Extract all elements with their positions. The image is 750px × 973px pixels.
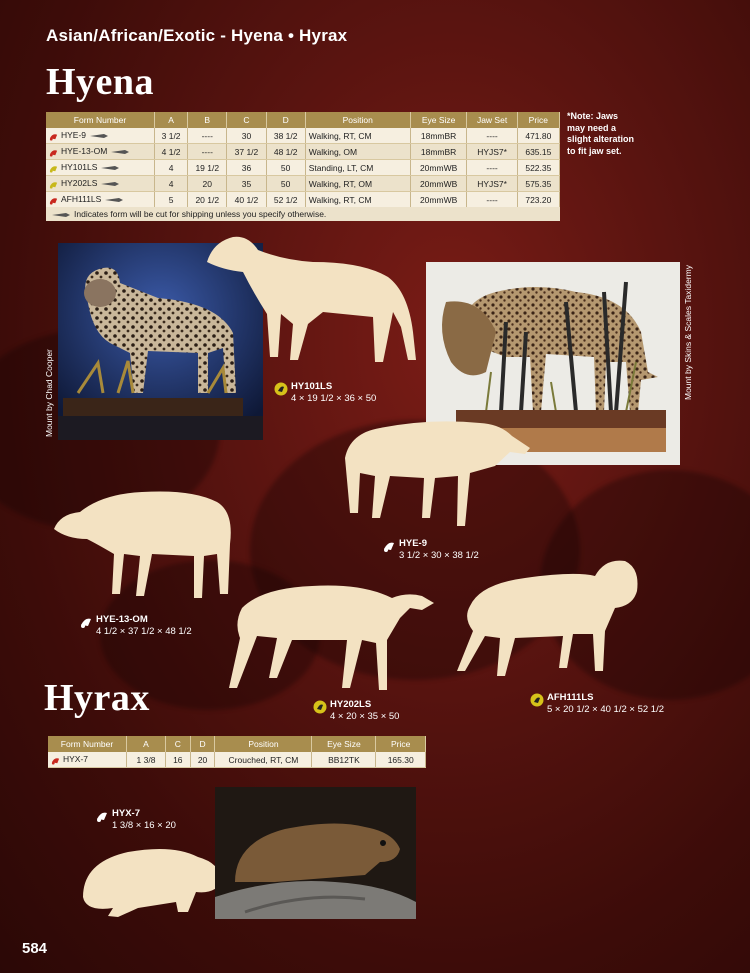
yellow-artist-icon bbox=[313, 700, 327, 714]
hyrax-spec-table bbox=[48, 736, 426, 768]
cell-d: 50 bbox=[266, 160, 305, 176]
table-row bbox=[48, 752, 426, 768]
form-code: HY101LS bbox=[291, 381, 333, 392]
form-code: HYX-7 bbox=[112, 808, 140, 819]
form-label-hye-9 bbox=[399, 538, 479, 562]
hyrax-mount-photo bbox=[215, 787, 416, 919]
col-header: D bbox=[190, 736, 215, 752]
table-header-row bbox=[46, 112, 560, 128]
col-header: Position bbox=[305, 112, 410, 128]
cell-price: 575.35 bbox=[517, 176, 559, 192]
form-code: HYE-9 bbox=[399, 538, 427, 549]
cell-price: 723.20 bbox=[517, 192, 559, 208]
table-row bbox=[46, 160, 560, 176]
col-header: C bbox=[165, 736, 190, 752]
col-header: Form Number bbox=[48, 736, 127, 752]
cell-text: HY101LS bbox=[61, 162, 98, 173]
table-row bbox=[46, 144, 560, 160]
form-number-cell bbox=[46, 176, 155, 192]
col-header: B bbox=[188, 112, 227, 128]
cell-d: 52 1/2 bbox=[266, 192, 305, 208]
cell-text: HY202LS bbox=[61, 178, 98, 189]
cell-eye: 18mmBR bbox=[410, 144, 467, 160]
hyrax-title: Hyrax bbox=[44, 677, 150, 719]
cell-position: Standing, LT, CM bbox=[305, 160, 410, 176]
cell-price: 522.35 bbox=[517, 160, 559, 176]
jaw-note: *Note: Jaws may need a slight alteration to fit jaw set. bbox=[567, 111, 635, 156]
cell-eye: 20mmWB bbox=[410, 176, 467, 192]
form-label-hye-13-om bbox=[96, 614, 192, 638]
cell-jaw: ---- bbox=[467, 160, 517, 176]
credit-skins-scales: Mount by Skins & Scales Taxidermy bbox=[683, 265, 693, 400]
table-footnote bbox=[46, 207, 560, 221]
form-dims: 3 1/2 × 30 × 38 1/2 bbox=[399, 550, 479, 561]
cell-position: Walking, RT, CM bbox=[305, 128, 410, 144]
cell-a: 1 3/8 bbox=[127, 752, 166, 768]
cell-c: 36 bbox=[227, 160, 266, 176]
cell-text: HYX-7 bbox=[63, 754, 89, 765]
cell-position: Walking, RT, OM bbox=[305, 176, 410, 192]
col-header: Eye Size bbox=[410, 112, 467, 128]
cell-a: 3 1/2 bbox=[155, 128, 188, 144]
hyena-form-hy101ls bbox=[203, 232, 423, 372]
form-dims: 5 × 20 1/2 × 40 1/2 × 52 1/2 bbox=[547, 704, 665, 715]
artist-icon bbox=[382, 539, 396, 553]
form-dims: 4 × 19 1/2 × 36 × 50 bbox=[291, 393, 377, 404]
form-dims: 4 1/2 × 37 1/2 × 48 1/2 bbox=[96, 626, 192, 637]
cell-a: 4 1/2 bbox=[155, 144, 188, 160]
hyena-title: Hyena bbox=[46, 61, 155, 103]
cell-jaw: ---- bbox=[467, 128, 517, 144]
form-dims: 1 3/8 × 16 × 20 bbox=[112, 820, 176, 831]
form-number-cell bbox=[46, 192, 155, 208]
cell-c: 40 1/2 bbox=[227, 192, 266, 208]
cell-c: 35 bbox=[227, 176, 266, 192]
form-label-hy101ls bbox=[291, 381, 376, 405]
cell-text: HYE-13-OM bbox=[61, 146, 108, 157]
cell-d: 48 1/2 bbox=[266, 144, 305, 160]
form-label-hy202ls bbox=[330, 699, 399, 723]
cell-jaw: HYJS7* bbox=[467, 144, 517, 160]
col-header: Eye Size bbox=[312, 736, 376, 752]
cell-text: HYE-9 bbox=[61, 130, 87, 141]
col-header: Price bbox=[517, 112, 559, 128]
cell-position: Crouched, RT, CM bbox=[215, 752, 312, 768]
cell-c: 16 bbox=[165, 752, 190, 768]
cell-position: Walking, OM bbox=[305, 144, 410, 160]
form-label-hyx-7 bbox=[112, 808, 176, 832]
artist-icon bbox=[95, 809, 109, 823]
cell-price: 471.80 bbox=[517, 128, 559, 144]
credit-chad-cooper: Mount by Chad Cooper bbox=[44, 349, 54, 437]
yellow-artist-icon bbox=[530, 693, 544, 707]
cell-d: 38 1/2 bbox=[266, 128, 305, 144]
cell-d: 50 bbox=[266, 176, 305, 192]
cell-eye: 18mmBR bbox=[410, 128, 467, 144]
cell-position: Walking, RT, CM bbox=[305, 192, 410, 208]
red-artist-icon bbox=[49, 148, 58, 157]
hyena-form-hye-9 bbox=[340, 418, 535, 533]
form-code: HYE-13-OM bbox=[96, 614, 148, 625]
form-code: AFH111LS bbox=[547, 692, 594, 703]
table-row bbox=[46, 192, 560, 208]
section-title: Asian/African/Exotic - Hyena • Hyrax bbox=[46, 26, 348, 45]
hyrax-form-hyx-7 bbox=[78, 842, 226, 922]
cell-text: AFH111LS bbox=[61, 194, 102, 205]
cut-shipping-icon bbox=[90, 133, 108, 139]
cell-c: 30 bbox=[227, 128, 266, 144]
cut-shipping-icon bbox=[101, 165, 119, 171]
cell-b: 20 1/2 bbox=[188, 192, 227, 208]
table-row bbox=[46, 176, 560, 192]
form-dims: 4 × 20 × 35 × 50 bbox=[330, 711, 400, 722]
cut-shipping-icon bbox=[111, 149, 129, 155]
hyena-form-afh111ls bbox=[455, 556, 640, 686]
red-artist-icon bbox=[49, 132, 58, 141]
cell-b: 20 bbox=[188, 176, 227, 192]
form-number-cell bbox=[46, 128, 155, 144]
col-header: C bbox=[227, 112, 266, 128]
col-header: Price bbox=[376, 736, 426, 752]
cut-shipping-icon bbox=[101, 181, 119, 187]
col-header: A bbox=[155, 112, 188, 128]
cell-eye: BB12TK bbox=[312, 752, 376, 768]
cut-shipping-icon bbox=[105, 197, 123, 203]
cut-shipping-icon bbox=[52, 212, 70, 218]
col-header: Form Number bbox=[46, 112, 155, 128]
page-number: 584 bbox=[22, 940, 48, 957]
yellow-artist-icon bbox=[49, 164, 58, 173]
cell-price: 635.15 bbox=[517, 144, 559, 160]
cell-eye: 20mmWB bbox=[410, 192, 467, 208]
cell-a: 4 bbox=[155, 160, 188, 176]
yellow-artist-icon bbox=[274, 382, 288, 396]
cell-d: 20 bbox=[190, 752, 215, 768]
red-artist-icon bbox=[51, 756, 60, 765]
cell-b: 19 1/2 bbox=[188, 160, 227, 176]
form-code: HY202LS bbox=[330, 699, 372, 710]
table-header-row bbox=[48, 736, 426, 752]
form-number-cell bbox=[46, 160, 155, 176]
cell-b: ---- bbox=[188, 144, 227, 160]
cell-a: 4 bbox=[155, 176, 188, 192]
footnote-text: Indicates form will be cut for shipping unless you specify otherwise. bbox=[74, 209, 327, 219]
cell-c: 37 1/2 bbox=[227, 144, 266, 160]
artist-icon bbox=[79, 615, 93, 629]
col-header: Jaw Set bbox=[467, 112, 517, 128]
form-number-cell bbox=[46, 144, 155, 160]
col-header: D bbox=[266, 112, 305, 128]
cell-a: 5 bbox=[155, 192, 188, 208]
col-header: Position bbox=[215, 736, 312, 752]
cell-b: ---- bbox=[188, 128, 227, 144]
form-label-afh111ls bbox=[547, 692, 664, 716]
yellow-artist-icon bbox=[49, 180, 58, 189]
cell-eye: 20mmWB bbox=[410, 160, 467, 176]
red-artist-icon bbox=[49, 196, 58, 205]
cell-jaw: ---- bbox=[467, 192, 517, 208]
cell-jaw: HYJS7* bbox=[467, 176, 517, 192]
cell-price: 165.30 bbox=[376, 752, 426, 768]
hyena-spec-table bbox=[46, 112, 560, 208]
col-header: A bbox=[127, 736, 166, 752]
form-number-cell bbox=[48, 752, 127, 768]
hyena-form-hy202ls bbox=[222, 578, 437, 698]
table-row bbox=[46, 128, 560, 144]
hyena-form-hye-13-om bbox=[52, 484, 237, 604]
